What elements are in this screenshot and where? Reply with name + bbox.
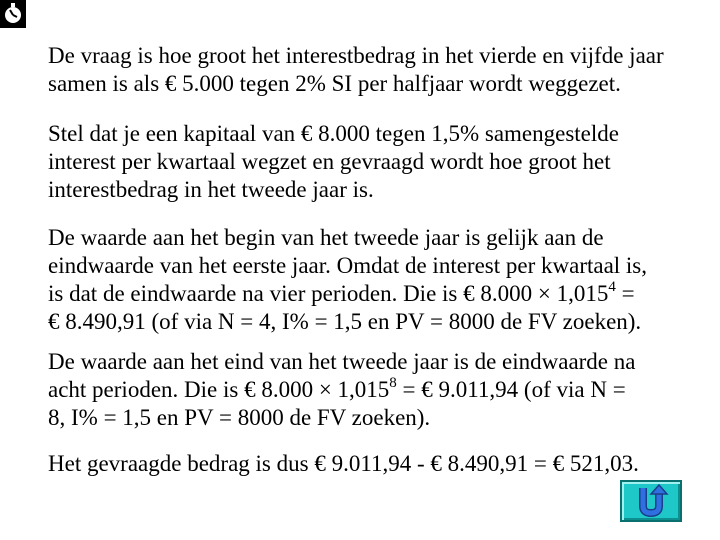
text-line: interestbedrag in het tweede jaar is. <box>48 177 374 202</box>
text-line: Stel dat je een kapitaal van € 8.000 tegen 1,5% samengestelde <box>48 121 619 146</box>
paragraph-answer <box>48 450 698 478</box>
exponent: 8 <box>389 375 397 392</box>
formula-text: = <box>615 281 635 306</box>
text-line: interest per kwartaal wegzet en gevraagd wordt hoe groot het <box>48 149 611 174</box>
text-line: samen is als € 5.000 tegen 2% SI per halfjaar wordt weggezet. <box>48 71 621 96</box>
text-line: De waarde aan het eind van het tweede jaar is de eindwaarde na <box>48 349 636 374</box>
text-line: De waarde aan het begin van het tweede jaar is gelijk aan de <box>48 225 604 250</box>
text-line: 8, I% = 1,5 en PV = 8000 de FV zoeken). <box>48 405 431 430</box>
clock-icon[interactable] <box>0 0 26 28</box>
formula-text: is dat de eindwaarde na vier perioden. Die is € 8.000 × 1,015 <box>48 281 609 306</box>
paragraph-question <box>48 42 698 98</box>
text-line: De vraag is hoe groot het interestbedrag in het vierde en vijfde jaar <box>48 43 664 68</box>
u-turn-back-arrow-icon <box>622 482 680 520</box>
text-line: € 8.490,91 (of via N = 4, I% = 1,5 en PV = 8000 de FV zoeken). <box>48 309 642 334</box>
formula-text: acht perioden. Die is € 8.000 × 1,015 <box>48 377 390 402</box>
text-line-with-exponent <box>48 280 698 308</box>
text-line: eindwaarde van het eerste jaar. Omdat de interest per kwartaal is, <box>48 253 648 278</box>
text-line: Het gevraagde bedrag is dus € 9.011,94 - € 8.490,91 = € 521,03. <box>48 451 639 476</box>
return-button[interactable] <box>620 480 682 522</box>
exponent: 4 <box>608 279 616 296</box>
text-line-with-exponent <box>48 376 698 404</box>
paragraph-begin-value <box>48 224 698 336</box>
formula-text: = € 9.011,94 (of via N = <box>396 377 626 402</box>
paragraph-end-value <box>48 348 698 432</box>
paragraph-example <box>48 120 698 204</box>
